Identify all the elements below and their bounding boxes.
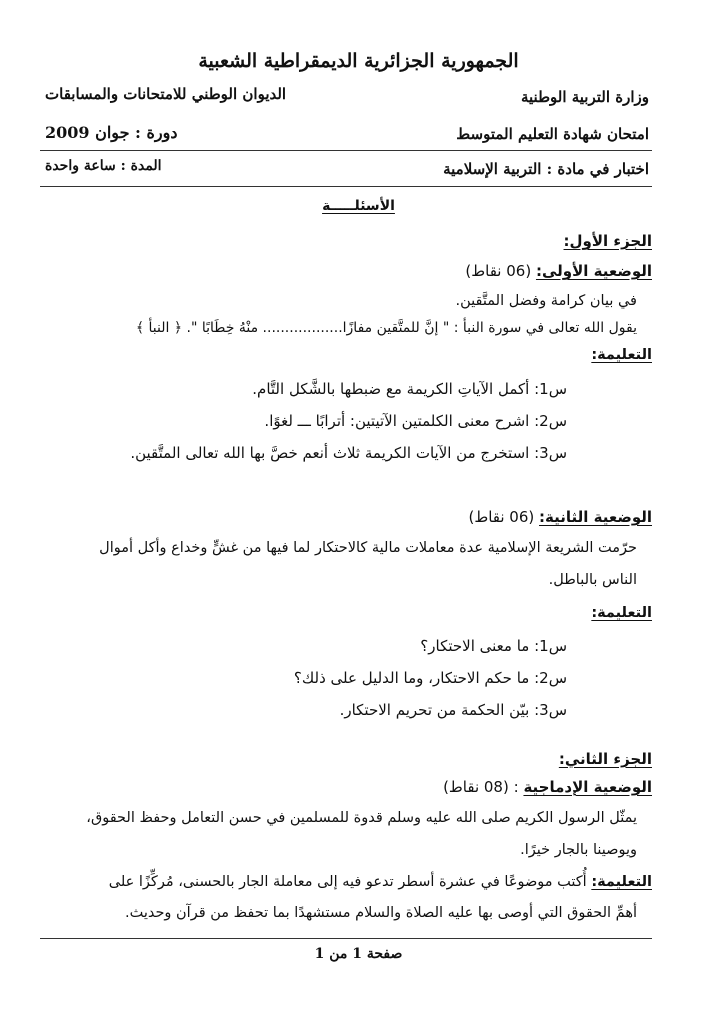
office-label: الديوان الوطني للامتحانات والمسابقات — [45, 85, 287, 103]
situation2-instruction-label: التعليمة: — [591, 605, 652, 621]
situation2-q3: س3: بيّن الحكمة من تحريم الاحتكار. — [339, 701, 567, 719]
session-label: دورة : جوان 2009 — [45, 123, 178, 142]
duration-label: المدة : ساعة واحدة — [45, 158, 162, 174]
page-number: صفحة 1 من 1 — [314, 946, 403, 962]
situation2-q2: س2: ما حكم الاحتكار، وما الدليل على ذلك؟ — [293, 669, 567, 687]
subject-label: اختبار في مادة : التربية الإسلامية — [443, 160, 649, 178]
situation1-q1: س1: أكمل الآياتِ الكريمة مع ضبطها بالشَّكل التَّام. — [252, 380, 567, 398]
situation2-q1: س1: ما معنى الاحتكار؟ — [420, 637, 567, 655]
situation1-points: (06 نقاط) — [465, 262, 532, 280]
header-divider-2 — [40, 186, 652, 187]
situation1-instruction-label: التعليمة: — [591, 347, 652, 363]
situation2-points: (06 نقاط) — [468, 508, 535, 526]
situation1-verse: يقول الله تعالى في سورة النبأ : " إنَّ للمتَّقين مفازًا.................. منْهُ خِطَابًا ". ﴿ النبأ ﴾ — [135, 320, 637, 336]
header-divider-1 — [40, 150, 652, 151]
part1-title: الجزء الأول: — [563, 232, 652, 250]
situation1-title: الوضعية الأولى: — [535, 262, 652, 280]
integrative-text-line2: ويوصينا بالجار خيرًا. — [520, 842, 637, 858]
republic-title: الجمهورية الجزائرية الديمقراطية الشعبية — [198, 50, 519, 72]
situation1-heading — [465, 262, 652, 280]
situation2-heading — [468, 508, 652, 526]
situation2-title: الوضعية الثانية: — [539, 508, 652, 526]
situation1-q3: س3: استخرج من الآيات الكريمة ثلاث أنعم خصَّ بها الله تعالى المتَّقين. — [130, 444, 567, 462]
integrative-text-line1: يمثّل الرسول الكريم صلى الله عليه وسلم قدوة للمسلمين في حسن التعامل وحفظ الحقوق، — [86, 810, 637, 826]
integrative-instruction-line2: أهمِّ الحقوق التي أوصى بها عليه الصلاة والسلام مستشهدًا بما تحفظ من قرآن وحديث. — [124, 905, 637, 921]
situation2-text-line2: الناس بالباطل. — [548, 572, 637, 588]
situation1-intro: في بيان كرامة وفضل المتَّقين. — [455, 293, 637, 309]
questions-title: الأسئلـــــة — [322, 198, 395, 214]
situation2-text-line1: حرّمت الشريعة الإسلامية عدة معاملات مالية كالاحتكار لما فيها من غشٍّ وخداع وأكل أموال — [99, 540, 637, 556]
integrative-instruction-line1-row — [109, 874, 652, 890]
situation1-q2: س2: اشرح معنى الكلمتين الآتيتين: أترابًا ـــ لغوًا. — [264, 412, 567, 430]
integrative-instruction-label: التعليمة: — [591, 874, 652, 890]
part2-title: الجزء الثاني: — [558, 750, 652, 768]
integrative-title: الوضعية الإدماجية — [523, 778, 652, 796]
integrative-instruction-line1: أُكتب موضوعًا في عشرة أسطر تدعو فيه إلى معاملة الجار بالحسنى، مُركِّزًا على — [108, 874, 592, 890]
integrative-heading — [443, 778, 652, 796]
integrative-points: : (08 نقاط) — [443, 778, 519, 796]
ministry-label: وزارة التربية الوطنية — [520, 88, 649, 106]
footer-divider — [40, 938, 652, 939]
exam-title: امتحان شهادة التعليم المتوسط — [456, 125, 649, 143]
